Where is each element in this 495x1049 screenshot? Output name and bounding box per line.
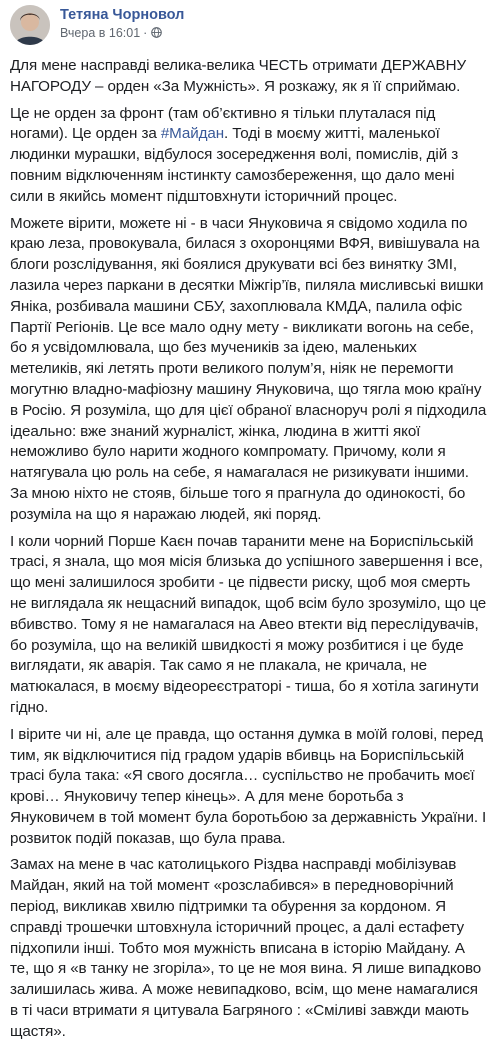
- post-paragraph-3: Можете вірити, можете ні - в часи Януковича я свідомо ходила по краю леза, провокувала, билася з охоронцями ВФЯ, вивішувала на блоги розслідування, які боялися друкувати всі без винятку ЗМІ, лазила через паркани в десятки Міжгір’їв, пиляла мисливські вишки Яніка, розбивала машини СБУ, захоплювала КМДА, палила офіс Партії Регіонів. Це все мало одну мету - викликати вогонь на себе, бо я усвідомлювала, що без мучеників за ідею, маленьких метеликів, які летять проти великого полум’я, ніяк не перемогти могутню владно-мафіозну машину Януковича, що тягла мою країну в Росію. Я розуміла, що для цієї обраної власноруч ролі я підходила ідеально: вже знаний журналіст, жінка, людина в житті якої неможливо було нарити жодного компромату. Причому, коли я натягувала цю роль на себе, я намагалася не ризикувати іншими. За мною ніхто не стояв, більше того я прагнула до одинокості, бо розуміла на що я наражаю людей, які поряд.: [10, 214, 487, 523]
- post-paragraph-6: Замах на мене в час католицького Різдва насправді мобілізував Майдан, який на той момент «розслабився» в передноворічний період, викликав хвилю підтримки та обурення за кордоном. Я справді трошечки штовхнула історичний процес, а далі естафету підхопили інші. Тобто моя мужність вписана в історію Майдану. А те, що я «в танку не згоріла», то це не моя вина. Я лише випадково залишилась жива. А може невипадково, всім, що мене намагалися в ті часи втримати я цитувала Багряного : «Сміливі завжди мають щастя».: [10, 856, 482, 1040]
- post-header: [10, 2, 184, 48]
- paragraph-text: . Тоді в моєму житті, маленької людинки мурашки, відбулося зосередження волі, помислів, дій з повним відключенням інстинкту самозбереження, що дало мені сили в якийсь момент підштовхнути історичний процес.: [10, 125, 459, 205]
- globe-icon[interactable]: [151, 27, 162, 38]
- post-paragraph-4: І коли чорний Порше Каєн почав таранити мене на Бориспільській трасі, я знала, що моя місія близька до успішного завершення і все, що мені залишилося зробити - це підвести риску, щоб моя смерть не виглядала як нещасний випадок, щоб всім було зрозуміло, що це вбивство. Тому я не намагалася на Авео втекти від переслідувачів, бо розуміла, що на великій швидкості я можу розбитися і це буде виглядати, як аварія. Так само я не плакала, не кричала, не матюкалася, в моєму відеореєстраторі - тиша, бо я хотіла загинути гідно.: [10, 532, 487, 716]
- paragraph-text: Це не орден за фронт (там об’єктивно я тільки плуталася під ногами). Це орден за: [10, 104, 436, 143]
- post-paragraph-2: [10, 104, 488, 208]
- post-paragraph-5: І вірите чи ні, але це правда, що остання думка в моїй голові, перед тим, як відключитися під градом ударів вбивць на Бориспільській трасі була така: «Я свого досягла… суспільство не пробачить моєї крові… Януковичу тепер кінець». А для мене боротьба з Януковичем в той момент була боротьбою за державність України. І розвиток подій показав, що була права.: [10, 725, 487, 847]
- post-meta: [60, 6, 184, 41]
- meta-separator: ·: [143, 25, 148, 40]
- hashtag-link[interactable]: #Майдан: [160, 125, 225, 143]
- avatar-photo-icon: [10, 5, 50, 45]
- author-avatar[interactable]: [10, 5, 50, 45]
- post-body: [10, 56, 488, 1049]
- post-timestamp[interactable]: Вчера в 16:01: [60, 25, 141, 40]
- author-name[interactable]: Тетяна Чорновол: [60, 6, 185, 23]
- post-subline: [60, 25, 184, 41]
- post-paragraph-1: Для мене насправді велика-велика ЧЕСТЬ отримати ДЕРЖАВНУ НАГОРОДУ – орден «За Мужність». Я розкажу, як я її сприймаю.: [10, 57, 466, 95]
